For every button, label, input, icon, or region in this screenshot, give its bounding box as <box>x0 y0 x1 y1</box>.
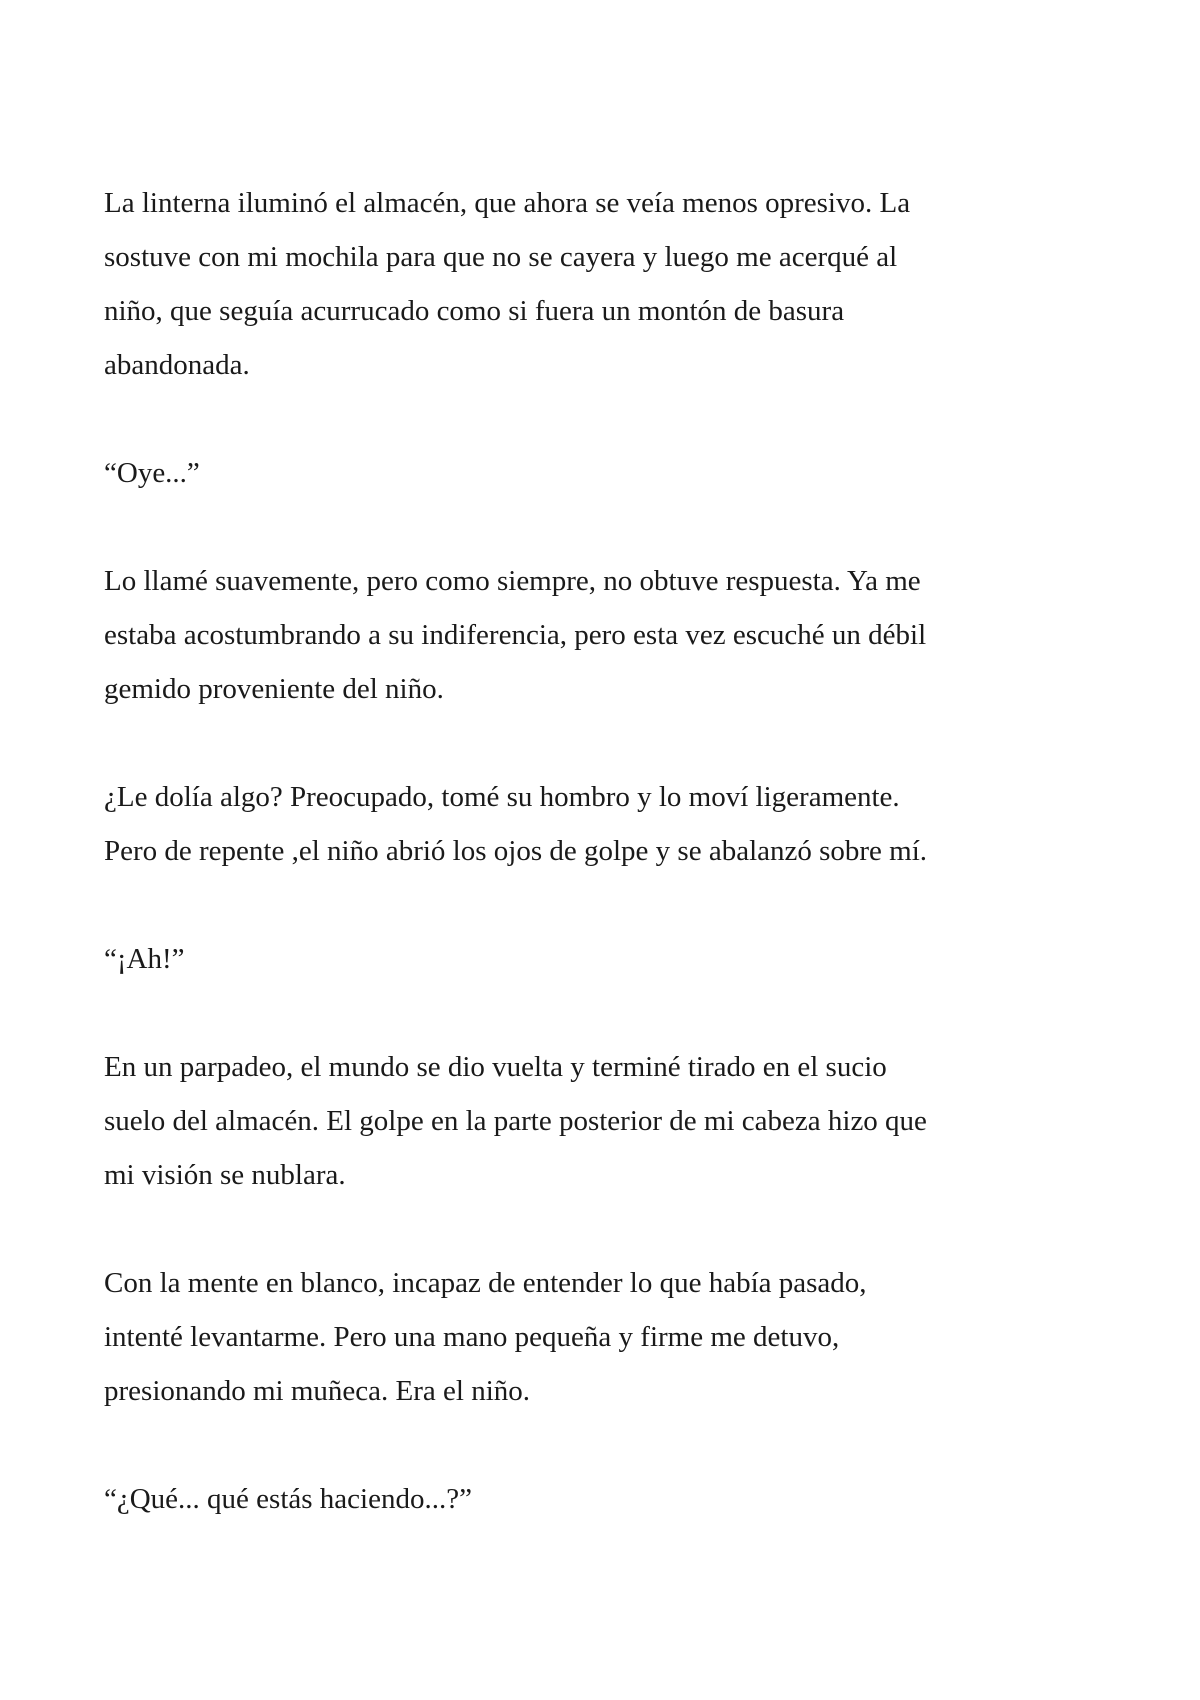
text-line: niño, que seguía acurrucado como si fuera un montón de basura <box>104 295 845 327</box>
text-line: “¿Qué... qué estás haciendo...?” <box>104 1483 472 1515</box>
text-line: Pero de repente ,el niño abrió los ojos de golpe y se abalanzó sobre mí. <box>104 835 928 867</box>
text-line: abandonada. <box>104 349 250 381</box>
text-line: gemido proveniente del niño. <box>104 673 444 705</box>
text-line: ¿Le dolía algo? Preocupado, tomé su hombro y lo moví ligeramente. <box>104 781 900 813</box>
text-line: Lo llamé suavemente, pero como siempre, no obtuve respuesta. Ya me <box>104 565 921 597</box>
text-line: suelo del almacén. El golpe en la parte posterior de mi cabeza hizo que <box>104 1105 927 1137</box>
text-line: sostuve con mi mochila para que no se cayera y luego me acerqué al <box>104 241 898 273</box>
text-line: En un parpadeo, el mundo se dio vuelta y terminé tirado en el sucio <box>104 1051 887 1083</box>
text-line: mi visión se nublara. <box>104 1159 346 1191</box>
text-line: intenté levantarme. Pero una mano pequeña y firme me detuvo, <box>104 1321 840 1353</box>
paragraph-narration-5 <box>104 1256 1104 1418</box>
paragraph-narration-3 <box>104 770 1104 878</box>
text-line: “Oye...” <box>104 457 200 489</box>
paragraph-narration-2 <box>104 554 1104 716</box>
paragraph-dialogue-2 <box>104 932 1104 986</box>
text-line: presionando mi muñeca. Era el niño. <box>104 1375 531 1407</box>
paragraph-dialogue-3 <box>104 1472 1104 1526</box>
text-line: estaba acostumbrando a su indiferencia, pero esta vez escuché un débil <box>104 619 927 651</box>
paragraph-narration-4 <box>104 1040 1104 1202</box>
text-line: Con la mente en blanco, incapaz de entender lo que había pasado, <box>104 1267 867 1299</box>
text-line: “¡Ah!” <box>104 943 185 975</box>
document-page <box>104 176 1104 1580</box>
paragraph-dialogue-1 <box>104 446 1104 500</box>
text-line: La linterna iluminó el almacén, que ahora se veía menos opresivo. La <box>104 187 911 219</box>
paragraph-narration-1 <box>104 176 1104 392</box>
